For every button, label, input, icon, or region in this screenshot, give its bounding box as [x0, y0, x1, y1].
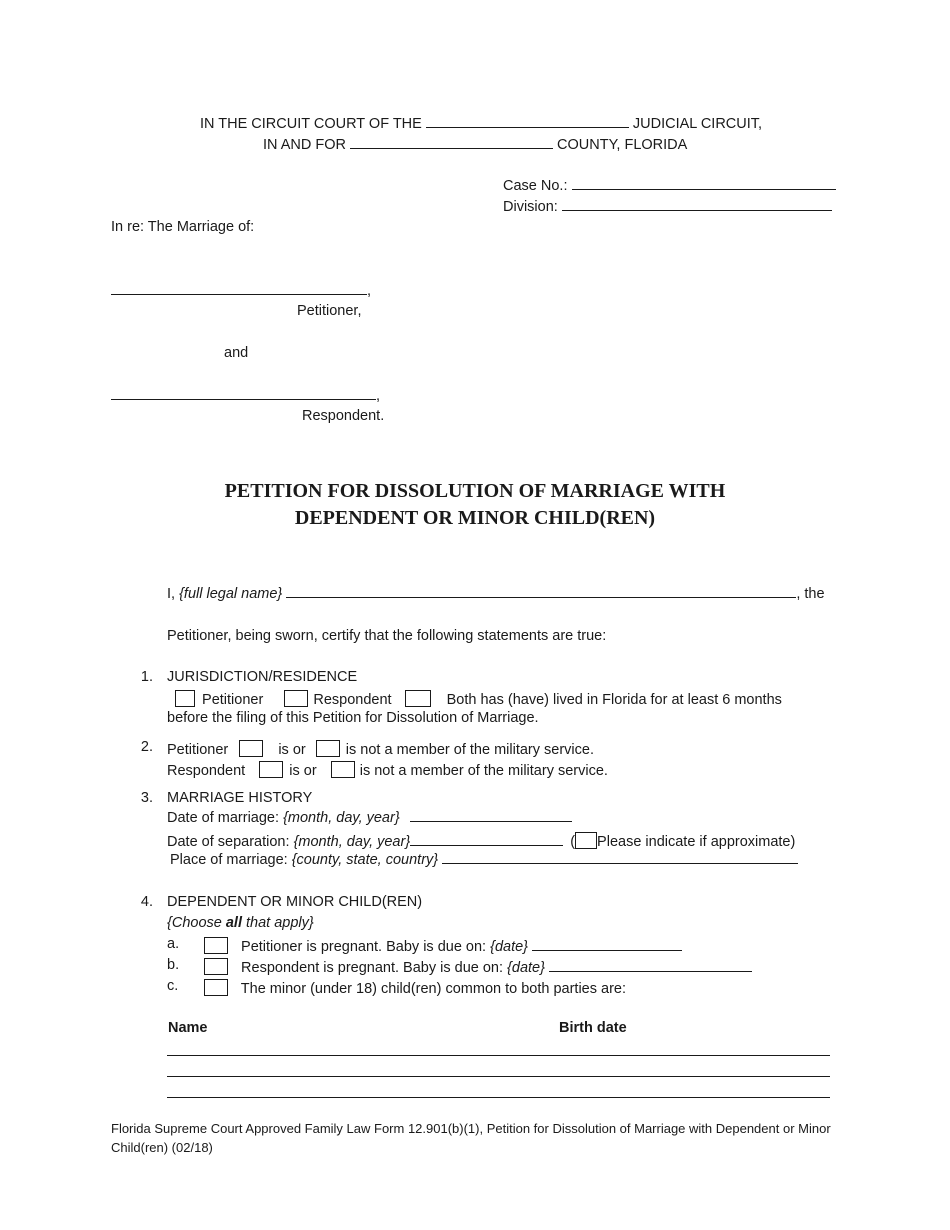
division-line [503, 200, 832, 215]
full-legal-name-blank[interactable] [286, 596, 796, 598]
residence-both-label: Both has (have) lived in Florida for at least 6 months [446, 692, 782, 708]
section-4-number: 4. [140, 894, 153, 910]
respondent-name-blank[interactable] [111, 398, 376, 400]
residence-respondent-label: Respondent [313, 692, 392, 708]
respondent-name-line: , [111, 389, 380, 404]
petitioner-pregnant-text: Petitioner is pregnant. Baby is due on: [241, 939, 487, 955]
case-no-label: Case No.: [503, 178, 568, 194]
child-row-3[interactable] [167, 1097, 830, 1098]
date-of-separation-blank[interactable] [410, 844, 563, 846]
item-b-line [196, 958, 752, 976]
date-of-marriage-blank[interactable] [410, 820, 572, 822]
respondent-pregnant-checkbox[interactable] [196, 958, 237, 976]
place-of-marriage-hint: {county, state, country} [291, 852, 439, 868]
military-petitioner-label: Petitioner [167, 742, 229, 758]
in-re-label: In re: The Marriage of: [111, 219, 255, 235]
section-1-number: 1. [140, 669, 153, 685]
court-line [200, 117, 762, 132]
section-2-respondent-line [167, 761, 608, 779]
date-of-separation-label: Date of separation: [167, 834, 290, 850]
intro-line [167, 587, 825, 602]
choose-post: that apply} [246, 915, 314, 931]
item-a-letter: a. [167, 936, 180, 952]
petition-title-line1: PETITION FOR DISSOLUTION OF MARRIAGE WITH [224, 480, 726, 502]
petitioner-due-date-hint: {date} [490, 939, 529, 955]
county-line-suffix: COUNTY, FLORIDA [557, 137, 688, 153]
children-birthdate-header: Birth date [559, 1020, 627, 1036]
intro-suffix: , the [796, 586, 825, 602]
petition-title-line2: DEPENDENT OR MINOR CHILD(REN) [294, 507, 656, 529]
place-of-marriage-blank[interactable] [442, 862, 798, 864]
petitioner-military-not-checkbox[interactable] [310, 740, 342, 758]
section-4-heading: DEPENDENT OR MINOR CHILD(REN) [167, 894, 423, 910]
respondent-due-date-blank[interactable] [549, 970, 752, 972]
respondent-military-not-checkbox[interactable] [321, 761, 356, 779]
division-blank[interactable] [562, 209, 832, 211]
circuit-blank[interactable] [426, 126, 629, 128]
approximate-checkbox[interactable] [575, 832, 597, 849]
court-line-suffix: JUDICIAL CIRCUIT, [632, 116, 763, 132]
approximate-label: Please indicate if approximate) [597, 834, 796, 850]
section-1-continuation: before the filing of this Petition for Dissolution of Marriage. [167, 710, 539, 726]
common-children-text: The minor (under 18) child(ren) common to both parties are: [240, 981, 627, 997]
petitioner-not-member-text: is not a member of the military service. [345, 742, 594, 758]
date-of-marriage-label: Date of marriage: [167, 810, 280, 826]
residence-petitioner-label: Petitioner [202, 692, 264, 708]
section-2-petitioner-line [167, 740, 594, 758]
section-3-heading: MARRIAGE HISTORY [167, 790, 313, 806]
choose-pre: {Choose [167, 915, 222, 931]
and-label: and [224, 345, 249, 361]
section-1-options [167, 690, 782, 708]
respondent-military-is-checkbox[interactable] [253, 761, 285, 779]
residence-respondent-checkbox[interactable] [270, 690, 309, 708]
item-c-letter: c. [167, 978, 179, 994]
court-line-prefix: IN THE CIRCUIT COURT OF THE [200, 116, 422, 132]
case-no-blank[interactable] [572, 188, 836, 190]
case-no-line [503, 179, 836, 194]
petitioner-is-or: is or [278, 742, 306, 758]
choose-all: all [225, 915, 242, 931]
approx-open-paren: ( [570, 834, 576, 850]
item-a-line [196, 937, 682, 955]
common-children-checkbox[interactable] [196, 979, 237, 997]
respondent-not-member-text: is not a member of the military service. [359, 763, 608, 779]
choose-all-instruction [167, 916, 314, 931]
intro-line2: Petitioner, being sworn, certify that the following statements are true: [167, 628, 607, 644]
residence-petitioner-checkbox[interactable] [167, 690, 198, 708]
form-footer: Florida Supreme Court Approved Family Law Form 12.901(b)(1), Petition for Dissolution of Marriage with Dependent or Minor Child(ren) (02/18) [111, 1121, 831, 1155]
petitioner-military-is-checkbox[interactable] [238, 740, 274, 758]
county-line [263, 138, 687, 153]
respondent-pregnant-text: Respondent is pregnant. Baby is due on: [241, 960, 504, 976]
petitioner-name-line: , [111, 284, 371, 299]
division-label: Division: [503, 199, 558, 215]
place-of-marriage-line [170, 853, 798, 868]
county-line-prefix: IN AND FOR [263, 137, 346, 153]
item-c-line [196, 979, 626, 997]
intro-prefix: I, [167, 586, 176, 602]
date-of-marriage-line [167, 811, 572, 826]
date-of-separation-line [167, 832, 795, 850]
section-2-number: 2. [140, 739, 153, 755]
item-b-letter: b. [167, 957, 180, 973]
county-blank[interactable] [350, 147, 553, 149]
petitioner-name-blank[interactable] [111, 293, 367, 295]
children-name-header: Name [168, 1020, 208, 1036]
petitioner-due-date-blank[interactable] [532, 949, 682, 951]
respondent-is-or: is or [289, 763, 317, 779]
full-legal-name-hint: {full legal name} [179, 586, 283, 602]
petitioner-pregnant-checkbox[interactable] [196, 937, 237, 955]
petitioner-label: Petitioner, [297, 303, 362, 319]
section-3-number: 3. [140, 790, 153, 806]
child-row-2[interactable] [167, 1076, 830, 1077]
place-of-marriage-label: Place of marriage: [170, 852, 288, 868]
respondent-label: Respondent. [302, 408, 385, 424]
military-respondent-label: Respondent [167, 763, 246, 779]
respondent-due-date-hint: {date} [507, 960, 545, 976]
residence-both-checkbox[interactable] [404, 690, 443, 708]
child-row-1[interactable] [167, 1055, 830, 1056]
date-of-separation-hint: {month, day, year} [293, 834, 411, 850]
date-of-marriage-hint: {month, day, year} [283, 810, 400, 826]
section-1-heading: JURISDICTION/RESIDENCE [167, 669, 358, 685]
